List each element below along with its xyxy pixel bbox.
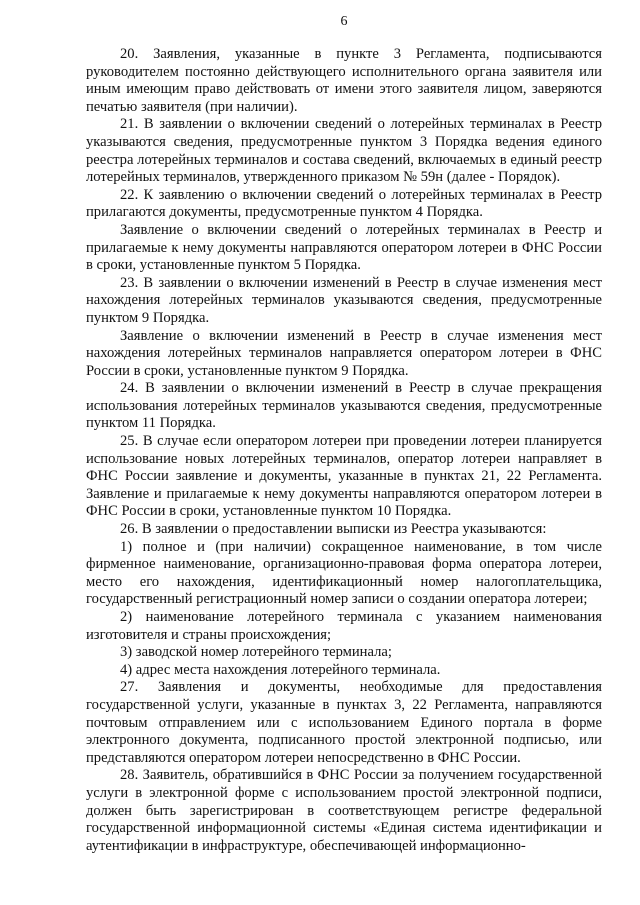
list-item-4: 4) адрес места нахождения лотерейного терминала.: [120, 661, 441, 678]
document-body: [86, 46, 602, 855]
paragraph-27: 27. Заявления и документы, необходимые для предоставления государственной услуги, указанные в пунктах 3, 22 Регламента, направляются почтовым отправлением или с использованием Единого портала в форме электронного документа, подписанного простой электронной подписью, или представляются оператором лотереи непосредственно в ФНС России.: [86, 679, 602, 766]
paragraph-24: 24. В заявлении о включении изменений в Реестр в случае прекращения использования лотерейных терминалов указываются сведения, предусмотренные пунктом 11 Порядка.: [86, 380, 602, 432]
paragraph-23: 23. В заявлении о включении изменений в Реестр в случае изменения мест нахождения лотерейных терминалов указываются сведения, предусмотренные пунктом 9 Порядка.: [86, 274, 602, 326]
paragraph-23-continuation: Заявление о включении изменений в Реестр в случае изменения мест нахождения лотерейных терминалов направляется оператором лотереи в ФНС России в сроки, установленные пунктом 9 Порядка.: [86, 327, 602, 379]
page-number: 6: [340, 14, 348, 29]
paragraph-26: 26. В заявлении о предоставлении выписки из Реестра указываются:: [120, 521, 547, 538]
paragraph-20: 20. Заявления, указанные в пункте 3 Регламента, подписываются руководителем постоянно действующего исполнительного органа заявителя или иным имеющим право действовать от имени этого заявителя лицом, заверяются печатью заявителя (при наличии).: [86, 46, 602, 115]
list-item-3: 3) заводской номер лотерейного терминала;: [120, 644, 392, 661]
list-item-1: 1) полное и (при наличии) сокращенное наименование, в том числе фирменное наименование, организационно-правовая форма оператора лотереи, место его нахождения, идентификационный номер налогоплательщика, государственный регистрационный номер записи о создании оператора лотереи;: [86, 538, 602, 608]
paragraph-22-continuation: Заявление о включении сведений о лотерейных терминалах в Реестр и прилагаемые к нему документы направляются оператором лотереи в ФНС России в сроки, установленные пунктом 5 Порядка.: [86, 221, 602, 274]
paragraph-28: 28. Заявитель, обратившийся в ФНС России за получением государственной услуги в электронной форме с использованием простой электронной подписи, должен быть зарегистрирован в соответствующем регистре федеральной государственной информационной системы «Единая система идентификации и аутентификации в инфраструктуре, обеспечивающей информационно-: [86, 767, 602, 854]
list-item-2: 2) наименование лотерейного терминала с указанием наименования изготовителя и страны происхождения;: [86, 609, 602, 643]
paragraph-22: 22. К заявлению о включении сведений о лотерейных терминалах в Реестр прилагаются документы, предусмотренные пунктом 4 Порядка.: [86, 186, 602, 221]
paragraph-25: 25. В случае если оператором лотереи при проведении лотереи планируется использование новых лотерейных терминалов, оператор лотереи направляет в ФНС России заявление и документы, указанные в пунктах 21, 22 Регламента. Заявление и прилагаемые к нему документы направляются оператором лотереи в ФНС России в сроки, установленные пунктом 10 Порядка.: [86, 433, 602, 520]
paragraph-21: 21. В заявлении о включении сведений о лотерейных терминалах в Реестр указываются сведения, предусмотренные пунктом 3 Порядка ведения единого реестра лотерейных терминалов и состава сведений, включаемых в единый реестр лотерейных терминалов, утвержденного приказом № 59н (далее - Порядок).: [86, 116, 602, 186]
